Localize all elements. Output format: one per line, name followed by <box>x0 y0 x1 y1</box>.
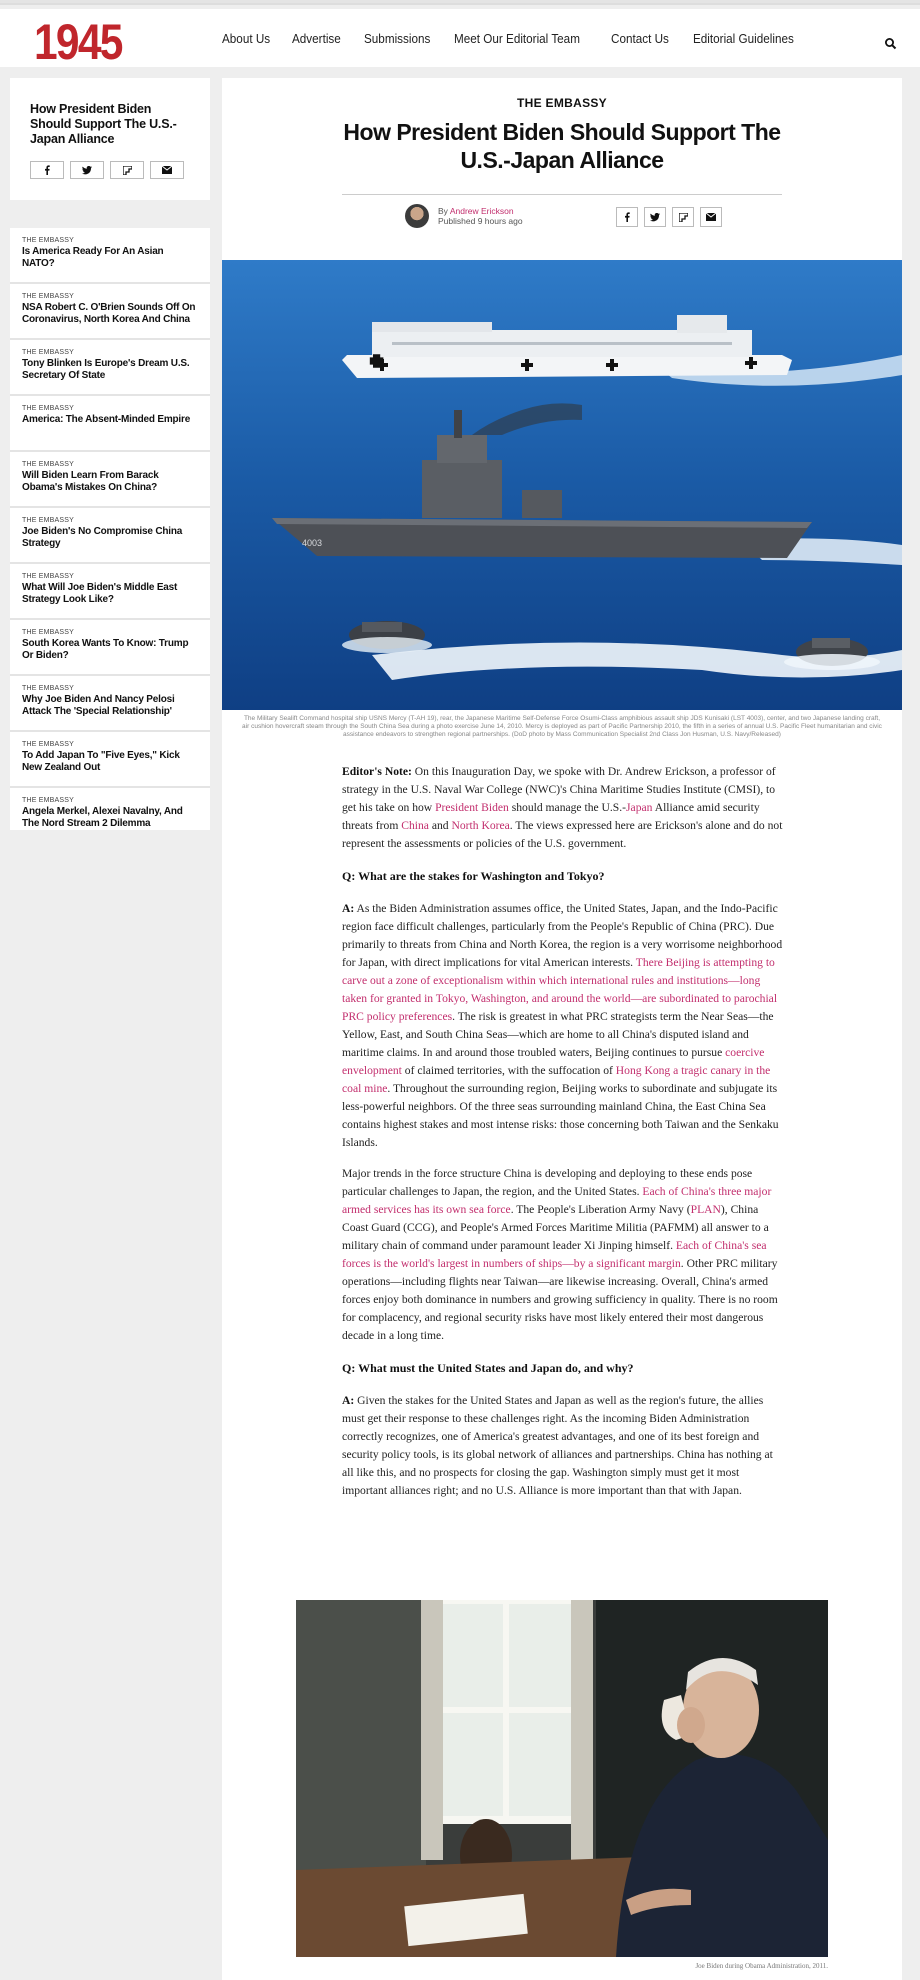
category-label: THE EMBASSY <box>22 349 74 356</box>
category-label: THE EMBASSY <box>22 797 74 804</box>
nav-submissions[interactable]: Submissions <box>363 31 431 46</box>
editor-note-label: Editor's Note: <box>342 765 412 778</box>
by-prefix: By <box>438 206 448 216</box>
facebook-share-button[interactable] <box>616 207 638 227</box>
nav-advertise[interactable]: Advertise <box>292 31 342 46</box>
published-prefix: Published <box>438 216 476 226</box>
category-label: THE EMBASSY <box>22 741 74 748</box>
list-item[interactable] <box>10 620 210 676</box>
flipboard-icon <box>679 213 688 222</box>
avatar[interactable] <box>405 204 429 228</box>
nav-about-us[interactable]: About Us <box>222 31 271 46</box>
byline-meta <box>438 206 523 226</box>
related-articles-list <box>10 228 210 830</box>
link-zone-of-exceptionalism[interactable]: There Beijing is attempting to carve out a zone of exceptionalism within which international rules and institutions—long taken for granted in Tokyo, Washington, and around the world—are subordinated to parochial PRC policy preferences <box>342 956 778 1023</box>
link-plan[interactable]: PLAN <box>690 1203 721 1216</box>
answer-1 <box>342 900 784 1152</box>
facebook-icon <box>43 165 51 175</box>
hero-caption: The Military Sealift Command hospital ship USNS Mercy (T-AH 19), rear, the Japanese Maritime Self-Defense Force Osumi-Class amphibious assault ship JDS Kunisaki (LST 4003), center, and two Japanese landing craft, air cushion hovercraft steam through the South China Sea during a photo exercise June 14, 2010. Mercy is deployed as part of Pacific Partnership 2010, the fifth in a series of annual U.S. Pacific Fleet humanitarian and civic assistance endeavors to strengthen regional partnerships. (DoD photo by Mass Communication Specialist 2nd Class Jon Husman, U.S. Navy/Released) <box>242 715 882 738</box>
question-1: Q: What are the stakes for Washington and Tokyo? <box>342 869 605 883</box>
text-run: . Throughout the surrounding region, Beijing works to subordinate and subjugate its less-powerful neighbors. Of the three seas surrounding mainland China, the East China Sea contains highest stakes and most intense risks: those concerning both Taiwan and the Senkaku Islands. <box>342 1082 779 1149</box>
hull-number: 4003 <box>302 538 323 548</box>
related-title[interactable]: What Will Joe Biden's Middle East Strategy Look Like? <box>22 582 178 605</box>
list-item[interactable] <box>10 228 210 284</box>
category-label: THE EMBASSY <box>22 629 74 636</box>
list-item[interactable] <box>10 452 210 508</box>
category-label: THE EMBASSY <box>22 237 74 244</box>
link-sea-forces[interactable]: Each of China's three major armed services has its own sea force <box>342 1185 772 1216</box>
text-run: . The views expressed here are Erickson's alone and do not represent the assessments or policies of the U.S. government. <box>342 819 783 850</box>
text-run: of claimed territories, with the suffocation of <box>401 1064 616 1077</box>
nav-contact-us[interactable]: Contact Us <box>611 31 670 46</box>
twitter-share-button[interactable] <box>70 161 104 179</box>
link-china[interactable]: China <box>401 819 429 832</box>
category-label: THE EMBASSY <box>22 293 74 300</box>
text-run: and <box>428 819 452 832</box>
link-coercive-envelopment[interactable]: coercive envelopment <box>342 1046 765 1077</box>
article-title: How President Biden Should Support The U.S.-Japan Alliance <box>343 119 781 173</box>
list-item[interactable] <box>10 396 210 452</box>
related-title[interactable]: NSA Robert C. O'Brien Sounds Off On Coronavirus, North Korea And China <box>22 302 196 325</box>
published-time: 9 hours ago <box>477 216 523 226</box>
list-item[interactable] <box>10 676 210 732</box>
category-label: THE EMBASSY <box>22 517 74 524</box>
photo-caption: Joe Biden during Obama Administration, 2011. <box>695 1962 828 1970</box>
sticky-share-box <box>10 78 210 200</box>
link-north-korea[interactable]: North Korea <box>451 819 510 832</box>
list-item[interactable] <box>10 340 210 396</box>
facebook-icon <box>623 212 631 222</box>
related-title[interactable]: Why Joe Biden And Nancy Pelosi Attack The 'Special Relationship' <box>22 694 175 717</box>
related-title[interactable]: Angela Merkel, Alexei Navalny, And The Nord Stream 2 Dilemma <box>22 806 183 829</box>
text-run: . The risk is greatest in what PRC strategists term the Near Seas—the Yellow, East, and South China Seas—which are home to all China's disputed island and maritime claims. In and around those troubled waters, Beijing continues to pursue <box>342 1010 774 1059</box>
list-item[interactable] <box>10 564 210 620</box>
text-run: Given the stakes for the United States and Japan as well as the region's future, the allies must get their response to these challenges right. As the incoming Biden Administration correctly recognizes, one of America's greatest advantages, and one of its best foreign and security policy tools, is its global network of alliances and partnerships. China has nothing at all like this, and no prospects for closing the gap. Washington simply must get it most important alliances right; and no U.S. Alliance is more important than that with Japan. <box>342 1394 773 1497</box>
sidebar-share-row <box>30 161 190 179</box>
envelope-icon <box>706 213 716 221</box>
text-run: should manage the U.S.- <box>508 801 627 814</box>
main-nav <box>222 31 805 46</box>
text-run: Major trends in the force structure China is developing and deploying to these ends pose particular challenges to Japan, the region, and the United States. <box>342 1167 753 1198</box>
site-header <box>0 9 920 70</box>
related-title[interactable]: America: The Absent-Minded Empire <box>22 414 191 425</box>
category-label: THE EMBASSY <box>22 461 74 468</box>
answer-label: A: <box>342 1394 355 1407</box>
biden-photo <box>296 1600 828 1957</box>
top-border <box>0 0 920 5</box>
related-title[interactable]: Will Biden Learn From Barack Obama's Mistakes On China? <box>22 470 159 493</box>
author-link[interactable]: Andrew Erickson <box>449 206 514 216</box>
list-item[interactable] <box>10 732 210 788</box>
post-share-row <box>616 207 722 227</box>
envelope-icon <box>162 166 172 174</box>
text-run: Alliance amid security threats from <box>342 801 760 832</box>
flipboard-icon <box>123 166 132 175</box>
related-title[interactable]: Tony Blinken Is Europe's Dream U.S. Secretary Of State <box>22 358 190 381</box>
article-body <box>342 763 784 1513</box>
search-icon[interactable] <box>884 37 898 51</box>
site-logo[interactable]: 1945 <box>34 14 122 70</box>
list-item[interactable] <box>10 284 210 340</box>
flipboard-share-button[interactable] <box>672 207 694 227</box>
link-hong-kong[interactable]: Hong Kong a tragic canary in the coal mine <box>342 1064 771 1095</box>
twitter-icon <box>82 166 92 175</box>
text-run: On this Inauguration Day, we spoke with Dr. Andrew Erickson, a professor of strategy in the U.S. Naval War College (NWC)'s China Maritime Studies Institute (CMSI), to get his take on how <box>342 765 776 814</box>
question-2: Q: What must the United States and Japan do, and why? <box>342 1361 634 1375</box>
text-run: . Other PRC military operations—including flights near Taiwan—are likewise increasing. Overall, China's armed forces enjoy both dominance in numbers and growing sufficiency in quality. There is no room for complacency, and regional security risks have most likely entered their most dangerous decade in a long time. <box>342 1257 778 1342</box>
sidebar-current-title: How President Biden Should Support The U.S.-Japan Alliance <box>30 102 177 146</box>
category-label: THE EMBASSY <box>22 405 74 412</box>
twitter-share-button[interactable] <box>644 207 666 227</box>
editor-note <box>342 763 784 853</box>
email-share-button[interactable] <box>150 161 184 179</box>
flipboard-share-button[interactable] <box>110 161 144 179</box>
answer-2 <box>342 1392 784 1500</box>
category-label: THE EMBASSY <box>22 685 74 692</box>
byline <box>405 204 523 228</box>
link-president-biden[interactable]: President Biden <box>435 801 509 814</box>
paragraph-force-structure <box>342 1165 784 1345</box>
related-title[interactable]: Joe Biden's No Compromise China Strategy <box>22 526 183 549</box>
email-share-button[interactable] <box>700 207 722 227</box>
article <box>222 78 902 1980</box>
facebook-share-button[interactable] <box>30 161 64 179</box>
twitter-icon <box>650 213 660 222</box>
link-japan[interactable]: Japan <box>626 801 653 814</box>
category-label: THE EMBASSY <box>22 573 74 580</box>
related-title[interactable]: South Korea Wants To Know: Trump Or Biden? <box>22 638 189 661</box>
related-title[interactable]: To Add Japan To "Five Eyes," Kick New Zealand Out <box>22 750 180 773</box>
text-run: ), China Coast Guard (CCG), and People's Armed Forces Maritime Militia (PAFMM) all answer to a military chain of command under paramount leader Xi Jinping himself. <box>342 1203 769 1252</box>
text-run: . The People's Liberation Army Navy ( <box>510 1203 691 1216</box>
hero-image <box>222 260 902 710</box>
list-item[interactable] <box>10 788 210 844</box>
related-title[interactable]: Is America Ready For An Asian NATO? <box>22 246 164 269</box>
nav-editorial-guidelines[interactable]: Editorial Guidelines <box>692 31 794 46</box>
nav-editorial-team[interactable]: Meet Our Editorial Team <box>454 31 581 46</box>
link-largest-sea-forces[interactable]: Each of China's sea forces is the world's largest in numbers of ships—by a significant margin <box>342 1239 767 1270</box>
title-divider <box>342 194 782 195</box>
answer-label: A: <box>342 902 355 915</box>
list-item[interactable] <box>10 508 210 564</box>
text-run: As the Biden Administration assumes office, the United States, Japan, and the Indo-Pacific region face difficult challenges, particularly from the People's Republic of China (PRC). Due primarily to threats from China and North Korea, the region is a very worrisome neighborhood for Japan, with direct implications for vital American interests. <box>342 902 783 969</box>
article-category[interactable]: THE EMBASSY <box>517 96 607 110</box>
